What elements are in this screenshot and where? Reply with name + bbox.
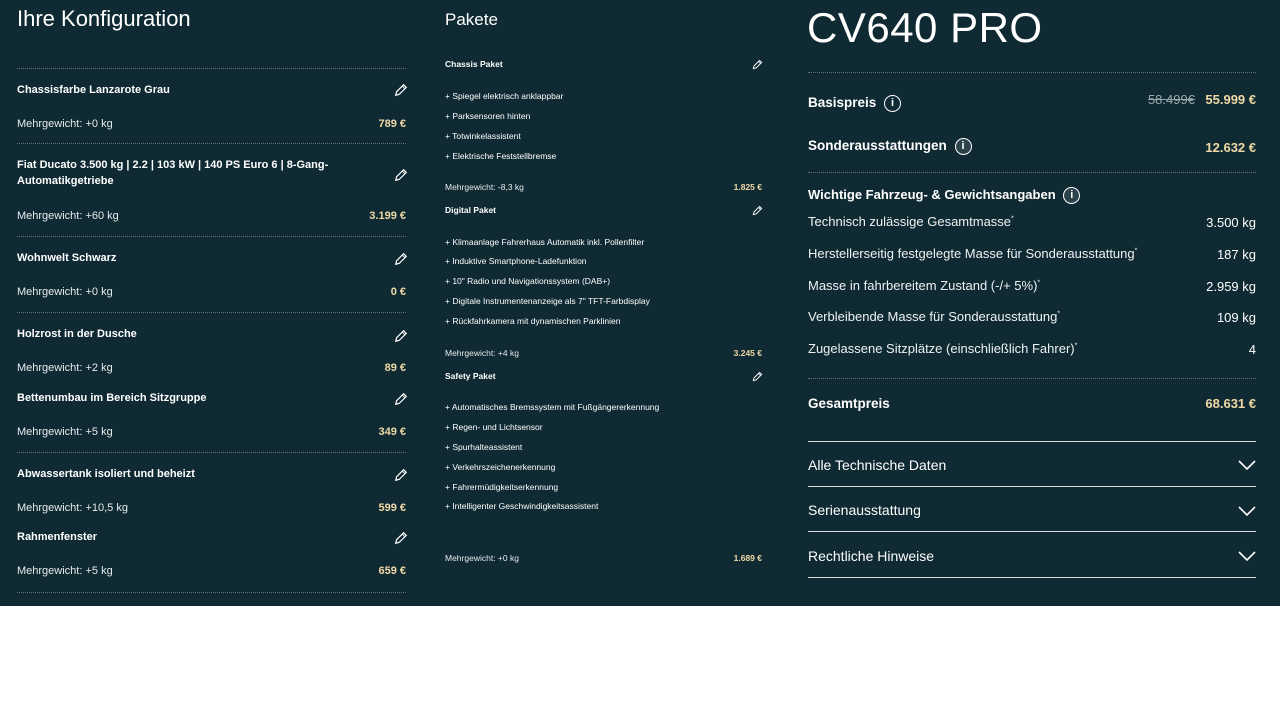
config-item-weight: Mehrgewicht: +5 kg (17, 565, 113, 577)
pencil-icon[interactable] (394, 168, 408, 182)
total-price: 68.631 € (1205, 396, 1256, 411)
packages-title: Pakete (445, 10, 498, 29)
divider (17, 68, 406, 69)
specs-title: Wichtige Fahrzeug- & Gewichtsangaben (808, 187, 1056, 202)
config-item-price: 659 € (378, 565, 406, 577)
pencil-icon[interactable] (752, 371, 763, 382)
spec-label: Masse in fahrbereitem Zustand (-/+ 5%)* (808, 278, 1041, 293)
package-feature: + Regen- und Lichtsensor (445, 422, 543, 432)
package-feature: + Intelligenter Geschwindigkeitsassistent (445, 501, 599, 511)
config-item-name: Bettenumbau im Bereich Sitzgruppe (17, 392, 207, 404)
spec-value: 109 kg (1216, 310, 1256, 325)
spec-value: 3.500 kg (1206, 215, 1256, 230)
config-item-price: 789 € (378, 118, 406, 130)
config-item-price: 3.199 € (369, 210, 406, 222)
package-name: Chassis Paket (445, 59, 503, 69)
divider (808, 72, 1256, 73)
config-item-weight: Mehrgewicht: +60 kg (17, 210, 119, 222)
spec-value: 4 (1248, 342, 1256, 357)
spec-value: 187 kg (1216, 247, 1256, 262)
package-feature: + Rückfahrkamera mit dynamischen Parklinien (445, 316, 621, 326)
spec-label: Herstellerseitig festgelegte Masse für Sonderausstattung* (808, 246, 1138, 261)
info-icon[interactable]: i (884, 95, 901, 112)
spec-label: Technisch zulässige Gesamtmasse* (808, 214, 1014, 229)
pencil-icon[interactable] (752, 205, 763, 216)
spec-value: 2.959 kg (1206, 279, 1256, 294)
config-item-weight: Mehrgewicht: +0 kg (17, 286, 113, 298)
extras-label: Sonderausstattungen (808, 138, 947, 154)
spec-label: Verbleibende Masse für Sonderausstattung* (808, 309, 1061, 324)
configuration-title: Ihre Konfiguration (17, 6, 191, 31)
pencil-icon[interactable] (752, 59, 763, 70)
config-item-name: Holzrost in der Dusche (17, 328, 137, 340)
config-item-name: Fiat Ducato 3.500 kg | 2.2 | 103 kW | 140 PS Euro 6 | 8-Gang- Automatikgetriebe (17, 159, 329, 187)
config-item-name: Abwassertank isoliert und beheizt (17, 468, 195, 480)
package-feature: + Automatisches Bremssystem mit Fußgängererkennung (445, 402, 660, 412)
package-feature: + Verkehrszeichenerkennung (445, 462, 556, 472)
pencil-icon[interactable] (394, 392, 408, 406)
accordion-standard-equipment[interactable] (808, 487, 1256, 531)
extras-price: 12.632 € (1205, 140, 1256, 155)
divider (17, 236, 406, 237)
accordion-label: Alle Technische Daten (808, 457, 947, 473)
divider (808, 172, 1256, 173)
pencil-icon[interactable] (394, 252, 408, 266)
package-feature: + Elektrische Feststellbremse (445, 151, 557, 161)
package-feature: + Klimaanlage Fahrerhaus Automatik inkl. Pollenfilter (445, 237, 645, 247)
pencil-icon[interactable] (394, 531, 408, 545)
package-feature: + Induktive Smartphone-Ladefunktion (445, 256, 587, 266)
base-price-values (1056, 91, 1256, 109)
spec-label: Zugelassene Sitzplätze (einschließlich Fahrer)* (808, 341, 1078, 356)
config-item-weight: Mehrgewicht: +5 kg (17, 426, 113, 438)
package-name: Safety Paket (445, 371, 496, 381)
package-feature: + Fahrermüdigkeitserkennung (445, 482, 559, 492)
package-price: 1.825 € (733, 182, 762, 192)
divider (808, 577, 1256, 578)
config-item-name: Rahmenfenster (17, 531, 98, 543)
config-item-weight: Mehrgewicht: +0 kg (17, 118, 113, 130)
info-icon[interactable]: i (955, 138, 972, 155)
info-icon[interactable]: i (1063, 187, 1080, 204)
config-item-name: Chassisfarbe Lanzarote Grau (17, 84, 170, 96)
config-item-price: 0 € (390, 286, 406, 298)
chevron-down-icon (1238, 459, 1256, 471)
config-item-weight: Mehrgewicht: +2 kg (17, 362, 113, 374)
pencil-icon[interactable] (394, 83, 408, 97)
accordion-technical-data[interactable] (808, 442, 1256, 486)
package-price: 3.245 € (733, 348, 762, 358)
accordion-label: Rechtliche Hinweise (808, 548, 935, 564)
package-feature: + Digitale Instrumentenanzeige als 7" TFT-Farbdisplay (445, 296, 650, 306)
extras-row (808, 138, 972, 155)
divider (17, 592, 406, 593)
config-item-price: 599 € (378, 502, 406, 514)
divider (808, 378, 1256, 379)
base-price-row (808, 95, 901, 112)
model-title: CV640 PRO (807, 4, 1043, 51)
package-price: 1.689 € (733, 553, 762, 563)
package-feature: + 10" Radio und Navigationssystem (DAB+) (445, 276, 611, 286)
package-feature: + Parksensoren hinten (445, 111, 531, 121)
accordion-legal-notes[interactable] (808, 532, 1256, 577)
pencil-icon[interactable] (394, 329, 408, 343)
divider (17, 312, 406, 313)
config-item-weight: Mehrgewicht: +10,5 kg (17, 502, 128, 514)
package-weight: Mehrgewicht: +0 kg (445, 553, 519, 563)
total-label: Gesamtpreis (808, 396, 890, 411)
accordion-label: Serienausstattung (808, 502, 921, 518)
package-feature: + Spurhalteassistent (445, 442, 523, 452)
base-price-label: Basispreis (808, 95, 877, 111)
package-feature: + Spiegel elektrisch anklappbar (445, 91, 564, 101)
config-item-name: Wohnwelt Schwarz (17, 252, 117, 264)
specs-title-row (808, 187, 1080, 204)
chevron-down-icon (1238, 550, 1256, 562)
base-price-old: 58.499€ (1147, 92, 1195, 107)
package-name: Digital Paket (445, 205, 497, 215)
package-weight: Mehrgewicht: +4 kg (445, 348, 519, 358)
pencil-icon[interactable] (394, 468, 408, 482)
chevron-down-icon (1238, 505, 1256, 517)
package-weight: Mehrgewicht: -8,3 kg (445, 182, 524, 192)
divider (17, 143, 406, 144)
divider (17, 452, 406, 453)
base-price-new: 55.999 € (1205, 92, 1256, 107)
config-item-price: 89 € (384, 362, 406, 374)
package-feature: + Totwinkelassistent (445, 131, 521, 141)
config-item-price: 349 € (378, 426, 406, 438)
